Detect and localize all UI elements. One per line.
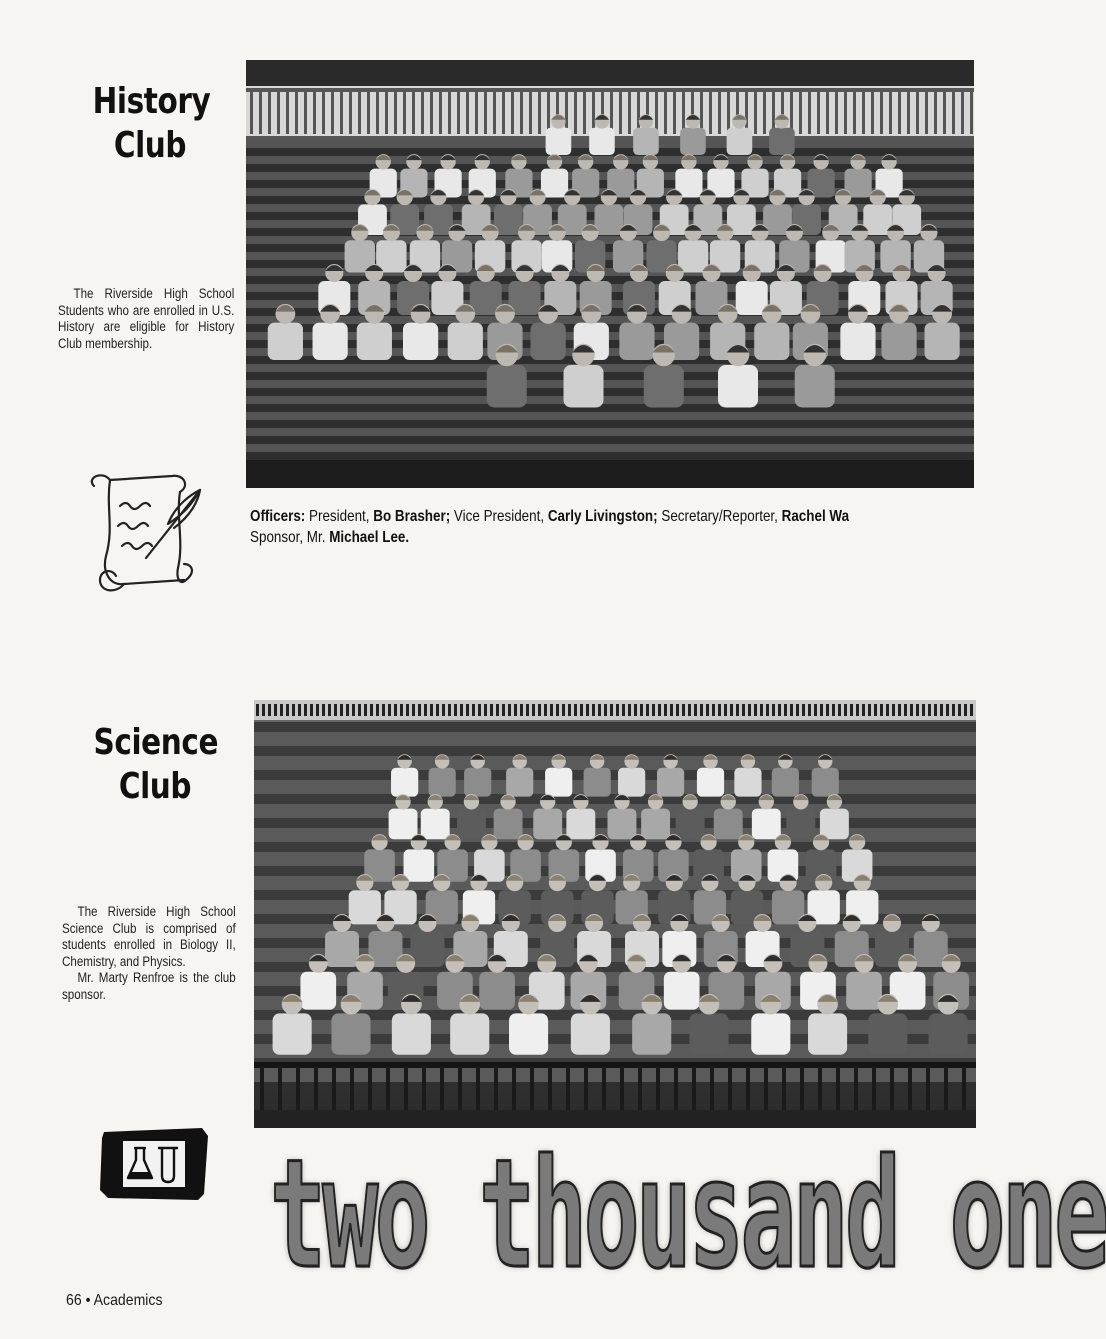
science-club-title (94, 721, 217, 809)
science-description-p2: Mr. Marty Renfroe is the club sponsor. (62, 970, 236, 1002)
secretary-name: Rachel Wa (781, 508, 850, 525)
lab-flask-icon (98, 1126, 210, 1202)
history-title-line2: Club (113, 125, 187, 166)
history-description-text: The Riverside High School Students who are enrolled in U.S. History are eligible for History Club membership. (58, 286, 235, 351)
folio-bullet: • (85, 1292, 91, 1309)
year-banner: two thousand one (270, 1128, 1106, 1302)
sponsor-role: Sponsor, Mr. (250, 529, 326, 546)
secretary-role: Secretary/Reporter, (661, 508, 778, 525)
vp-role: Vice President, (453, 508, 545, 525)
history-photo-illustration (246, 60, 974, 488)
history-caption-line2 (250, 527, 1006, 548)
history-club-photo (246, 60, 974, 488)
history-club-title (92, 80, 211, 168)
science-club-description (62, 904, 236, 1003)
vp-name: Carly Livingston; (547, 508, 658, 525)
history-title-line1: History (92, 81, 211, 122)
officers-label: Officers: (250, 508, 306, 525)
page-folio (66, 1292, 163, 1310)
science-description-p1: The Riverside High School Science Club is comprised of students enrolled in Biology II, Chemistry, and Physics. (62, 904, 236, 969)
science-club-photo (254, 700, 976, 1128)
scroll-quill-icon (80, 468, 210, 600)
president-name: Bo Brasher; (373, 508, 451, 525)
history-club-description (58, 286, 234, 352)
science-title-line2: Club (118, 766, 192, 807)
section-name: Academics (93, 1292, 163, 1309)
history-caption-line1 (250, 506, 1006, 527)
sponsor-name: Michael Lee. (329, 529, 410, 546)
page-number: 66 (66, 1292, 82, 1309)
history-officers-caption (250, 506, 1006, 548)
science-title-line1: Science (93, 722, 219, 763)
science-photo-illustration (254, 700, 976, 1128)
president-role: President, (309, 508, 370, 525)
